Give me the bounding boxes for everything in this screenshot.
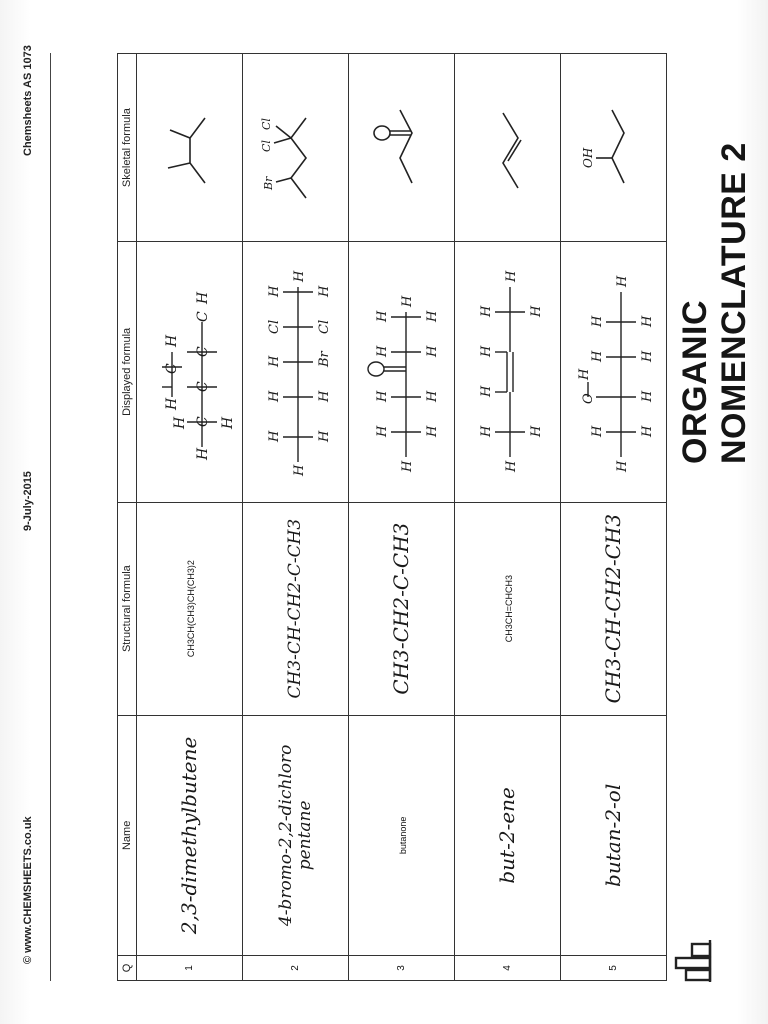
row-number: 1 [137,955,243,980]
svg-text:H: H [590,315,605,327]
skeletal-formula-drawing [150,88,230,208]
compound-name: but-2-ene [495,787,519,884]
compound-name: 4-bromo-2,2-dichloro pentane [275,744,315,927]
header-displayed: Displayed formula [118,242,137,502]
footer-rule [50,53,51,981]
svg-text:H: H [375,425,390,437]
structural-cell [243,502,349,715]
header-name: Name [118,715,137,955]
structural-formula: CH3-CH-CH2-CH3 [601,513,625,704]
displayed-cell [455,242,561,502]
displayed-formula-drawing [248,252,343,492]
header-structural: Structural formula [118,502,137,715]
svg-text:H: H [317,430,332,442]
svg-text:H: H [425,390,440,402]
skeletal-formula-drawing [362,88,442,208]
svg-text:H: H [615,460,630,472]
svg-text:H: H [529,305,544,317]
displayed-cell [243,242,349,502]
chemsheets-logo-icon [672,938,714,984]
name-cell [455,715,561,955]
name-cell [561,715,667,955]
structural-cell [137,502,243,715]
displayed-cell [561,242,667,502]
svg-text:H: H [317,390,332,402]
structural-formula: CH3CH(CH3)CH(CH3)2 [185,560,196,658]
name-cell [349,715,455,955]
svg-text:H: H [164,397,180,410]
displayed-formula-drawing [566,252,661,492]
svg-text:H: H [220,416,236,429]
svg-text:H: H [640,425,655,437]
svg-text:Br: Br [261,176,275,190]
skeletal-cell [561,54,667,242]
table-row [561,54,667,981]
svg-text:Cl: Cl [259,117,273,130]
svg-text:OH: OH [580,147,595,168]
svg-text:H: H [529,425,544,437]
compound-name: butan-2-ol [601,783,625,887]
nomenclature-table [117,53,667,981]
row-number: 3 [349,955,455,980]
svg-text:Cl: Cl [267,319,282,334]
svg-text:C: C [195,416,211,427]
svg-text:H: H [400,295,415,307]
svg-text:C: C [195,346,211,357]
svg-text:H: H [164,334,180,347]
skeletal-formula-drawing [468,88,548,208]
row-number: 4 [455,955,561,980]
svg-text:H: H [425,345,440,357]
svg-text:O: O [581,393,596,404]
svg-text:H: H [577,368,592,380]
skeletal-cell [455,54,561,242]
structural-formula: CH3-CH-CH2-C-CH3 [285,518,305,699]
svg-text:H: H [504,460,519,472]
svg-text:H: H [425,310,440,322]
svg-text:H: H [479,385,494,397]
page-title: ORGANIC NOMENCLATURE 2 [676,142,753,464]
displayed-formula-drawing [142,252,237,492]
skeletal-cell [349,54,455,242]
svg-text:H: H [400,460,415,472]
table-row [243,54,349,981]
svg-text:Br: Br [317,351,332,367]
footer-website: © www.CHEMSHEETS.co.uk [22,816,34,964]
compound-name: butanone [397,816,408,855]
displayed-formula-drawing [354,252,449,492]
footer-date: 9-July-2015 [22,471,34,531]
svg-text:H: H [375,310,390,322]
svg-text:H: H [615,275,630,287]
table-header-row [118,54,137,981]
svg-text:H: H [479,425,494,437]
name-cell [137,715,243,955]
structural-cell [561,502,667,715]
svg-text:H: H [267,355,282,367]
header-skeletal: Skeletal formula [118,54,137,242]
row-number: 2 [243,955,349,980]
structural-cell [349,502,455,715]
table-row [455,54,561,981]
row-number: 5 [561,955,667,980]
svg-text:H: H [267,285,282,297]
svg-text:H: H [479,305,494,317]
skeletal-cell [243,54,349,242]
svg-text:H: H [504,270,519,282]
svg-text:Cl: Cl [259,139,273,152]
svg-text:H: H [590,425,605,437]
skeletal-formula-drawing [256,78,336,218]
header-q: Q [118,955,137,980]
svg-text:H: H [292,464,307,476]
svg-text:H: H [375,390,390,402]
table-row [137,54,243,981]
structural-cell [455,502,561,715]
svg-text:H: H [317,285,332,297]
svg-text:H: H [375,345,390,357]
displayed-cell [349,242,455,502]
svg-text:C: C [195,311,211,322]
displayed-formula-drawing [460,252,555,492]
svg-text:H: H [479,345,494,357]
skeletal-cell [137,54,243,242]
svg-text:H: H [640,315,655,327]
svg-text:H: H [425,425,440,437]
svg-text:H: H [172,416,188,429]
svg-text:H: H [195,447,211,460]
skeletal-formula-drawing [574,88,654,208]
svg-text:H: H [640,390,655,402]
svg-text:H: H [195,291,211,304]
footer-code: Chemsheets AS 1073 [22,45,34,156]
compound-name: 2,3-dimethylbutene [177,736,201,935]
svg-text:H: H [267,390,282,402]
svg-text:C: C [195,381,211,392]
name-cell [243,715,349,955]
table-row [349,54,455,981]
svg-text:C: C [164,363,180,374]
structural-formula: CH3-CH2-C-CH3 [389,522,413,695]
svg-text:H: H [292,270,307,282]
structural-formula: CH3CH=CHCH3 [503,575,514,643]
svg-text:H: H [590,350,605,362]
svg-text:H: H [640,350,655,362]
svg-text:H: H [267,430,282,442]
svg-text:Cl: Cl [317,319,332,334]
displayed-cell [137,242,243,502]
